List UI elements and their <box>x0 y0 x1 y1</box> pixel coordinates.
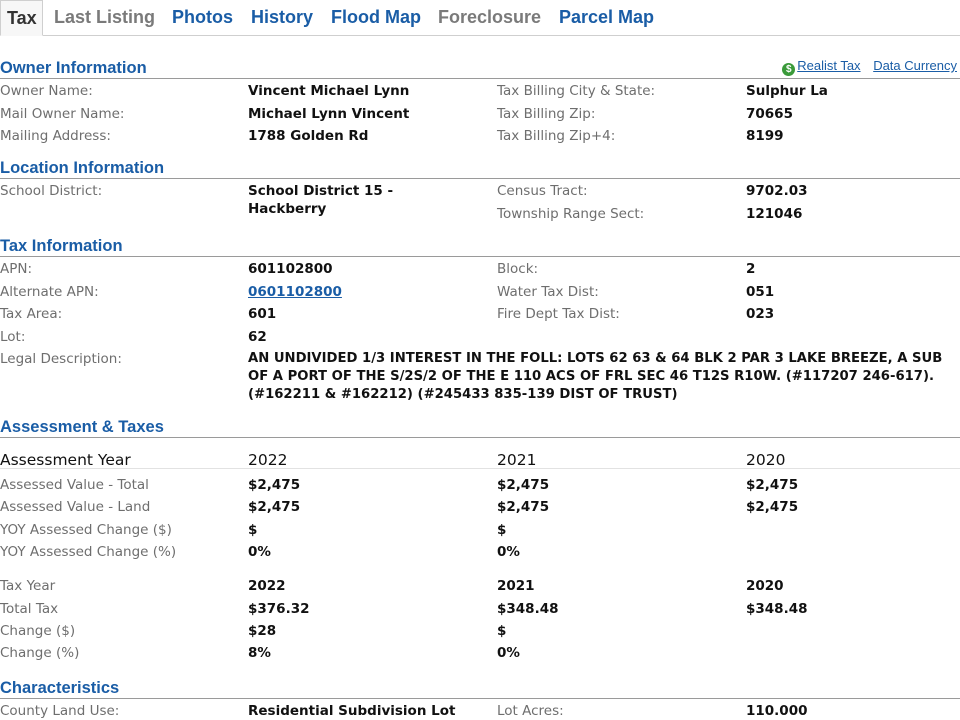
tab-flood-map[interactable]: Flood Map <box>331 7 421 27</box>
legal-description-value: AN UNDIVIDED 1/3 INTEREST IN THE FOLL: LOTS 62 63 & 64 BLK 2 PAR 3 LAKE BREEZE, A SUB OF A PORT OF THE S/2S/2 OF THE E 110 ACS OF FRL SEC 46 T12S R10W. (#117207 246-617). (#162211 & #162212) (#245433 835-139 DIST OF TRUST) <box>248 351 943 402</box>
yoy-change-percent-value: 0% <box>248 544 271 560</box>
realist-tax-link[interactable]: Realist Tax <box>797 58 861 73</box>
tab-history[interactable]: History <box>251 7 314 27</box>
data-currency-link[interactable]: Data Currency <box>873 58 957 73</box>
assessment-header-divider <box>0 468 960 469</box>
owner-section-header <box>0 57 960 79</box>
tab-photos[interactable]: Photos <box>172 7 233 27</box>
assessed-total-value: $2,475 <box>746 477 799 493</box>
alternate-apn-link[interactable]: 0601102800 <box>248 284 342 300</box>
tab-parcel-map[interactable]: Parcel Map <box>559 7 655 27</box>
assessed-total-value: $2,475 <box>248 477 301 493</box>
tab-bar <box>0 0 960 36</box>
tax-change-dollar-label: Change ($) <box>0 623 76 639</box>
tax-year-col-2: 2021 <box>497 578 535 594</box>
assessed-total-value: $2,475 <box>497 477 550 493</box>
yoy-change-dollar-value: $ <box>497 522 507 538</box>
lot-acres-label: Lot Acres: <box>497 703 564 719</box>
tab-last-listing[interactable]: Last Listing <box>54 7 156 27</box>
census-tract-value: 9702.03 <box>746 183 808 199</box>
characteristics-section-title: Characteristics <box>0 679 120 697</box>
lot-value: 62 <box>248 329 267 345</box>
apn-value: 601102800 <box>248 261 333 277</box>
tax-year-label: Tax Year <box>0 578 56 594</box>
assessment-year-col-2: 2021 <box>497 451 537 469</box>
assessed-land-value: $2,475 <box>497 499 550 515</box>
lot-label: Lot: <box>0 329 26 345</box>
mail-owner-label: Mail Owner Name: <box>0 106 125 122</box>
assessment-year-col-1: 2022 <box>248 451 288 469</box>
tax-change-dollar-value: $ <box>497 623 507 639</box>
school-district-label: School District: <box>0 183 103 199</box>
water-tax-label: Water Tax Dist: <box>497 284 599 300</box>
billing-city-value: Sulphur La <box>746 83 828 99</box>
county-land-use-value: Residential Subdivision Lot <box>248 703 456 719</box>
lot-acres-value: 110.000 <box>746 703 808 719</box>
tab-tax[interactable]: Tax <box>0 0 43 36</box>
block-label: Block: <box>497 261 539 277</box>
tax-change-percent-value: 8% <box>248 645 271 661</box>
location-section-header <box>0 157 960 179</box>
yoy-change-percent-label: YOY Assessed Change (%) <box>0 544 177 560</box>
census-tract-label: Census Tract: <box>497 183 588 199</box>
tax-year-col-1: 2022 <box>248 578 286 594</box>
township-label: Township Range Sect: <box>497 206 645 222</box>
block-value: 2 <box>746 261 756 277</box>
mail-owner-value: Michael Lynn Vincent <box>248 106 410 122</box>
alternate-apn-label: Alternate APN: <box>0 284 99 300</box>
total-tax-value: $348.48 <box>746 601 808 617</box>
school-district-value: School District 15 - Hackberry <box>248 183 394 217</box>
assessment-section-header <box>0 416 960 438</box>
water-tax-value: 051 <box>746 284 775 300</box>
tax-change-percent-value: 0% <box>497 645 520 661</box>
tax-change-percent-label: Change (%) <box>0 645 80 661</box>
county-land-use-label: County Land Use: <box>0 703 120 719</box>
assessment-year-label: Assessment Year <box>0 451 131 469</box>
dollar-icon: $ <box>782 63 795 76</box>
assessment-section-title: Assessment & Taxes <box>0 418 164 436</box>
fire-tax-value: 023 <box>746 306 775 322</box>
tax-area-label: Tax Area: <box>0 306 63 322</box>
apn-label: APN: <box>0 261 33 277</box>
tab-foreclosure[interactable]: Foreclosure <box>438 7 542 27</box>
total-tax-value: $376.32 <box>248 601 310 617</box>
legal-description-label: Legal Description: <box>0 351 122 367</box>
assessed-land-value: $2,475 <box>248 499 301 515</box>
billing-zip-value: 70665 <box>746 106 793 122</box>
location-section-title: Location Information <box>0 159 165 177</box>
assessment-year-col-3: 2020 <box>746 451 786 469</box>
tax-area-value: 601 <box>248 306 277 322</box>
tax-info-section-title: Tax Information <box>0 237 123 255</box>
total-tax-value: $348.48 <box>497 601 559 617</box>
yoy-change-dollar-label: YOY Assessed Change ($) <box>0 522 172 538</box>
tax-year-col-3: 2020 <box>746 578 784 594</box>
characteristics-section-header <box>0 677 960 699</box>
yoy-change-dollar-value: $ <box>248 522 258 538</box>
billing-zip4-value: 8199 <box>746 128 784 144</box>
owner-name-value: Vincent Michael Lynn <box>248 83 410 99</box>
billing-city-label: Tax Billing City & State: <box>497 83 656 99</box>
mailing-address-value: 1788 Golden Rd <box>248 128 369 144</box>
owner-section-title: Owner Information <box>0 59 147 77</box>
yoy-change-percent-value: 0% <box>497 544 520 560</box>
township-value: 121046 <box>746 206 803 222</box>
mailing-address-label: Mailing Address: <box>0 128 111 144</box>
fire-tax-label: Fire Dept Tax Dist: <box>497 306 620 322</box>
assessed-land-value: $2,475 <box>746 499 799 515</box>
tax-info-section-header <box>0 235 960 257</box>
owner-name-label: Owner Name: <box>0 83 93 99</box>
total-tax-label: Total Tax <box>0 601 59 617</box>
assessed-total-label: Assessed Value - Total <box>0 477 149 493</box>
assessed-land-label: Assessed Value - Land <box>0 499 151 515</box>
tax-change-dollar-value: $28 <box>248 623 277 639</box>
billing-zip4-label: Tax Billing Zip+4: <box>497 128 616 144</box>
billing-zip-label: Tax Billing Zip: <box>497 106 596 122</box>
